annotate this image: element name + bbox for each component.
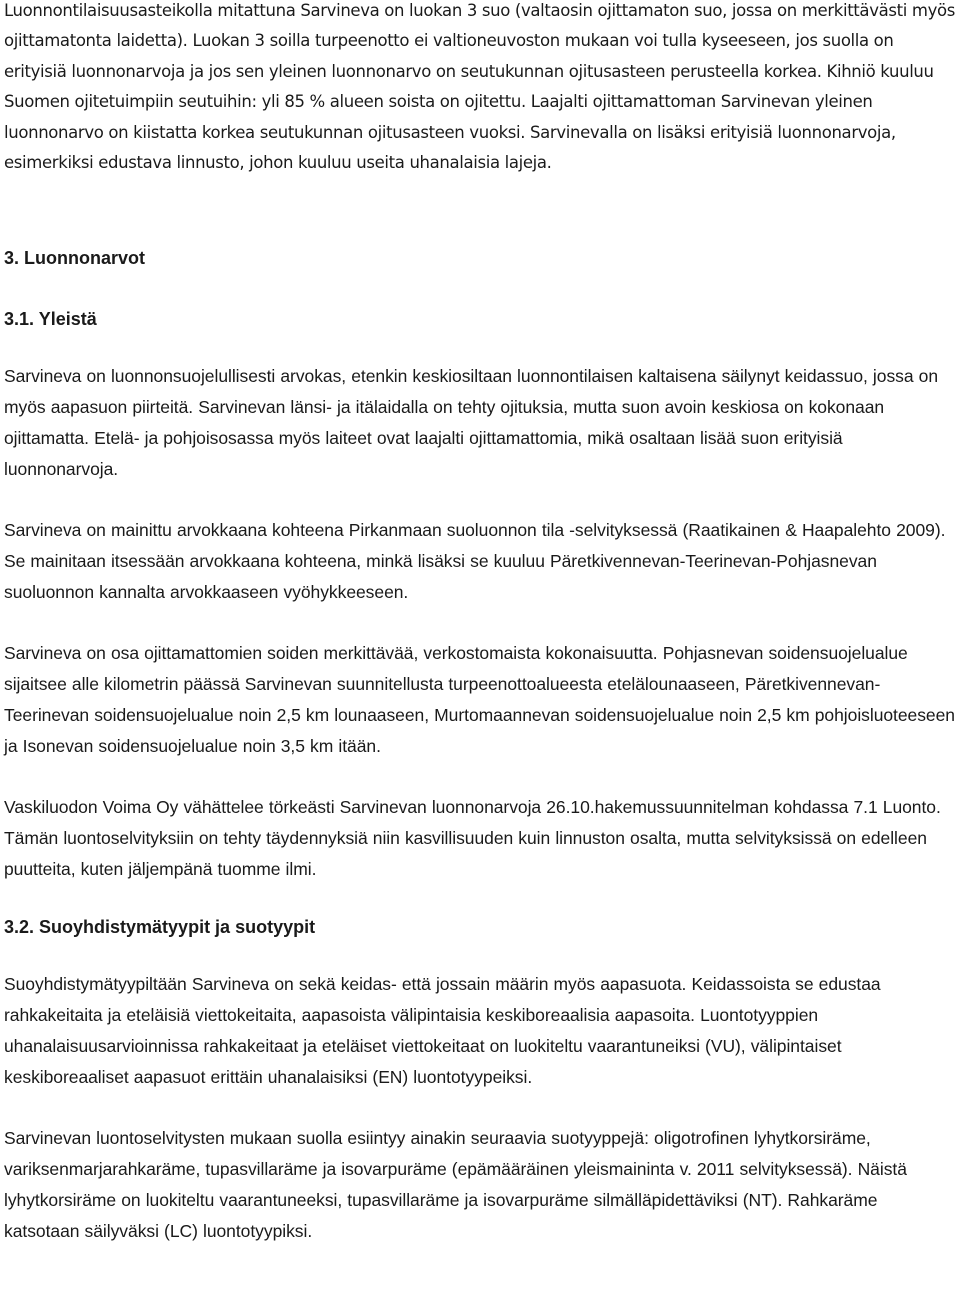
section-3-2-paragraph-1: Suoyhdistymätyypiltään Sarvineva on sekä keidas- että jossain määrin myös aapasuota. Keidassoista se edustaa rahkakeitaita ja eteläisiä viettokeitaita, aapasoista välipintaisia keskiboreaalisia aapasoita. Luontotyyppien uhanalaisuusarvioinnissa rahkakeitaat ja eteläiset viettokeitaat on luokiteltu vaarantuneiksi (VU), välipintaiset keskiboreaaliset aapasuot erittäin uhanalaisiksi (EN) luontotyypeiksi. [4, 974, 881, 1088]
section-3-1-paragraph-2: Sarvineva on mainittu arvokkaana kohteena Pirkanmaan suoluonnon tila -selvityksessä (Raatikainen & Haapalehto 2009). Se mainitaan itsessään arvokkaana kohteena, minkä lisäksi se kuuluu Päretkivennevan-Teerinevan-Pohjasnevan suoluonnon kannalta arvokkaaseen vyöhykkeeseen. [4, 520, 946, 603]
document-page [4, 0, 956, 1247]
section-3-1-paragraph-3: Sarvineva on osa ojittamattomien soiden merkittävää, verkostomaista kokonaisuutta. Pohjasnevan soidensuojelualue sijaitsee alle kilometrin päässä Sarvinevan suunnitellusta turpeenottoalueesta etelälounaaseen, Päretkivennevan-Teerinevan soidensuojelualue noin 2,5 km lounaaseen, Murtomaannevan soidensuojelualue noin 2,5 km pohjoisluoteeseen ja Isonevan soidensuojelualue noin 3,5 km itään. [4, 643, 955, 757]
section-3-heading: 3. Luonnonarvot [4, 248, 145, 269]
section-3-2-heading: 3.2. Suoyhdistymätyypit ja suotyypit [4, 917, 316, 938]
section-3-1-paragraph-4: Vaskiluodon Voima Oy vähättelee törkeästi Sarvinevan luonnonarvoja 26.10.hakemussuunnitelman kohdassa 7.1 Luonto. Tämän luontoselvityksiin on tehty täydennyksiä niin kasvillisuuden kuin linnuston osalta, mutta selvityksissä on edelleen puutteita, kuten jäljempänä tuomme ilmi. [4, 797, 941, 880]
intro-paragraph: Luonnontilaisuusasteikolla mitattuna Sarvineva on luokan 3 suo (valtaosin ojittamaton suo, jossa on merkittävästi myös ojittamatonta laidetta). Luokan 3 soilla turpeenotto ei valtioneuvoston mukaan voi tulla kyseeseen, jos suolla on erityisiä luonnonarvoja ja jos sen yleinen luonnonarvo on seutukunnan ojitusasteen perusteella korkea. Kihniö kuuluu Suomen ojitetuimpiin seutuihin: yli 85 % alueen soista on ojitettu. Laajalti ojittamattoman Sarvinevan yleinen luonnonarvo on kiistatta korkea seutukunnan ojitusasteen vuoksi. Sarvinevalla on lisäksi erityisiä luonnonarvoja, esimerkiksi edustava linnusto, johon kuuluu useita uhanalaisia lajeja. [4, 1, 955, 173]
section-3-1-paragraph-1: Sarvineva on luonnonsuojelullisesti arvokas, etenkin keskiosiltaan luonnontilaisen kaltaisena säilynyt keidassuo, jossa on myös aapasuon piirteitä. Sarvinevan länsi- ja itälaidalla on tehty ojituksia, mutta suon avoin keskiosa on kokonaan ojittamatta. Etelä- ja pohjoisosassa myös laiteet ovat laajalti ojittamattomia, mikä osaltaan lisää suon erityisiä luonnonarvoja. [4, 366, 939, 480]
section-3-1-heading: 3.1. Yleistä [4, 309, 97, 330]
section-3-2-paragraph-2: Sarvinevan luontoselvitysten mukaan suolla esiintyy ainakin seuraavia suotyyppejä: oligotrofinen lyhytkorsiräme, variksenmarjarahkaräme, tupasvillaräme ja isovarpuräme (epämääräinen yleismaininta v. 2011 selvityksessä). Näistä lyhytkorsiräme on luokiteltu vaarantuneeksi, tupasvillaräme ja isovarpuräme silmälläpidettäviksi (NT). Rahkaräme katsotaan säilyväksi (LC) luontotyypiksi. [4, 1128, 907, 1242]
